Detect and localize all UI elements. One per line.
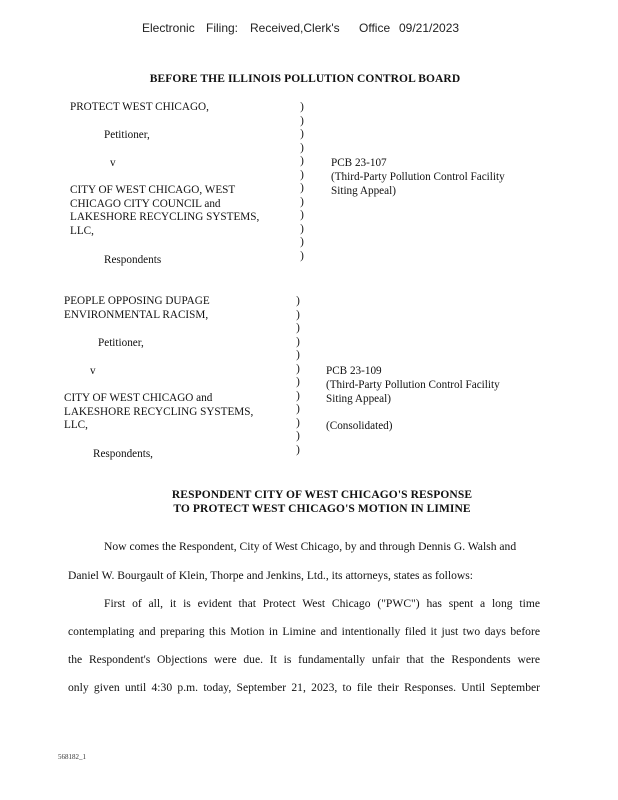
case1-number: PCB 23-107 <box>331 157 387 169</box>
case1-respondent-names <box>70 184 259 238</box>
paren: ) <box>300 141 304 154</box>
paren: ) <box>300 155 304 167</box>
paren: ) <box>296 362 300 375</box>
case1-desc-line: (Third-Party Pollution Control Facility <box>331 171 505 183</box>
body-line-4-wrap <box>68 625 540 638</box>
paren: ) <box>300 249 304 262</box>
paren: ) <box>296 335 300 348</box>
case2-petitioner-line: ENVIRONMENTAL RACISM, <box>64 308 209 321</box>
case2-respondent-line: CITY OF WEST CHICAGO and <box>64 392 213 404</box>
paren: ) <box>296 430 300 442</box>
paren: ) <box>300 209 304 221</box>
case2-respondent-names <box>64 392 253 433</box>
paren: ) <box>296 322 300 334</box>
paren: ) <box>300 195 304 208</box>
case2-petitioner-role: Petitioner, <box>98 337 144 349</box>
body-line-5: the Respondent's Objections were due. It is fundamentally unfair that the Respondents were <box>68 653 540 666</box>
case1-paren-column <box>298 101 306 263</box>
case1-respondent-line: LAKESHORE RECYCLING SYSTEMS, <box>70 211 260 223</box>
case1-respondent-line: CITY OF WEST CHICAGO, WEST <box>70 184 236 196</box>
case2-respondent-role: Respondents, <box>93 448 153 460</box>
paren: ) <box>296 403 300 415</box>
body-line-2: Daniel W. Bourgault of Klein, Thorpe and Jenkins, Ltd., its attorneys, states as follows: <box>68 569 473 582</box>
paren: ) <box>296 416 300 429</box>
paren: ) <box>296 349 300 361</box>
case1-respondent-line: LLC, <box>70 224 94 237</box>
case2-respondent-line: LLC, <box>64 419 88 431</box>
case2-desc-line: Siting Appeal) <box>326 392 391 405</box>
header-date: 09/21/2023 <box>399 21 460 35</box>
paren: ) <box>296 443 300 456</box>
case2-consolidated: (Consolidated) <box>326 420 393 432</box>
footer-code: 568182_1 <box>58 753 86 761</box>
case2-desc-line: (Third-Party Pollution Control Facility <box>326 379 500 391</box>
paren: ) <box>296 389 300 402</box>
body-line-6-wrap <box>68 681 540 694</box>
case1-desc-line: Siting Appeal) <box>331 184 396 197</box>
case1-respondent-line: CHICAGO CITY COUNCIL and <box>70 197 221 210</box>
paren: ) <box>300 168 304 181</box>
case2-paren-column <box>294 295 302 457</box>
doc-title-line-2: TO PROTECT WEST CHICAGO'S MOTION IN LIMINE <box>173 503 471 515</box>
body-line-4: contemplating and preparing this Motion in Limine and intentionally filed it just two days before <box>68 625 540 638</box>
doc-title-line-1: RESPONDENT CITY OF WEST CHICAGO'S RESPONSE <box>171 489 473 501</box>
case2-description <box>326 379 500 406</box>
case2-versus: v <box>90 365 96 377</box>
case2-respondent-line: LAKESHORE RECYCLING SYSTEMS, <box>64 405 254 418</box>
case1-petitioner-role: Petitioner, <box>104 129 150 141</box>
case1-respondent-role: Respondents <box>104 254 162 266</box>
header-received: Received,Clerk's <box>250 21 340 35</box>
header-electronic: Electronic <box>142 21 195 35</box>
header-office: Office <box>359 21 391 35</box>
header-filing: Filing: <box>206 21 239 35</box>
paren: ) <box>300 114 304 127</box>
case2-number: PCB 23-109 <box>326 365 382 377</box>
case1-description <box>331 171 505 198</box>
case1-petitioner-name: PROTECT WEST CHICAGO, <box>70 101 209 113</box>
paren: ) <box>300 128 304 140</box>
body-line-3-wrap <box>104 597 540 610</box>
body-line-5-wrap <box>68 653 540 666</box>
case1-versus: v <box>110 157 116 169</box>
case2-petitioner-line: PEOPLE OPPOSING DUPAGE <box>64 295 210 307</box>
case2-petitioner-names <box>64 295 210 322</box>
body-line-1: Now comes the Respondent, City of West Chicago, by and through Dennis G. Walsh and <box>104 540 517 553</box>
paren: ) <box>296 376 300 388</box>
paren: ) <box>300 101 304 113</box>
board-title: BEFORE THE ILLINOIS POLLUTION CONTROL BOARD <box>149 73 461 85</box>
body-line-3: First of all, it is evident that Protect West Chicago ("PWC") has spent a long time <box>104 597 540 610</box>
paren: ) <box>300 222 304 235</box>
paren: ) <box>296 295 300 307</box>
body-line-6: only given until 4:30 p.m. today, September 21, 2023, to file their Responses. Until September <box>68 681 540 694</box>
paren: ) <box>296 308 300 321</box>
paren: ) <box>300 182 304 194</box>
paren: ) <box>300 236 304 248</box>
